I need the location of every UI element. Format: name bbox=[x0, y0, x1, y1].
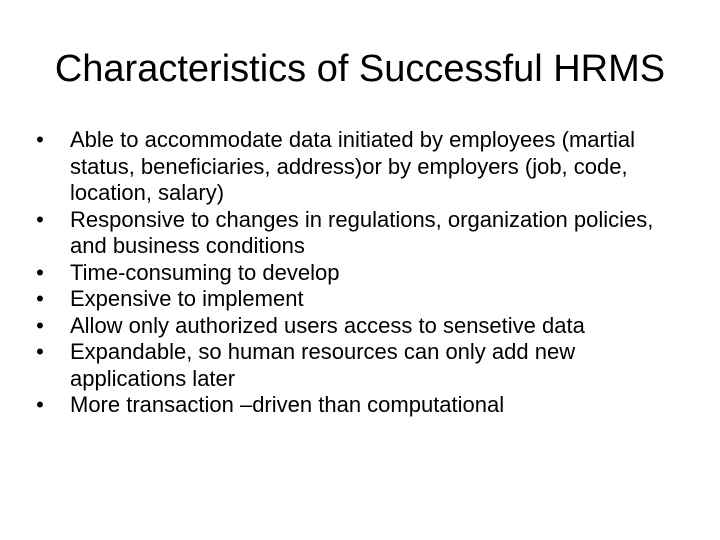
bullet-list bbox=[30, 127, 690, 419]
bullet-icon: • bbox=[36, 312, 44, 338]
bullet-text: Allow only authorized users access to sensetive data bbox=[70, 312, 585, 338]
bullet-icon: • bbox=[36, 259, 44, 285]
bullet-item-expensive bbox=[30, 286, 690, 313]
bullet-text: Time-consuming to develop bbox=[70, 259, 340, 285]
bullet-item-transaction-driven bbox=[30, 392, 690, 419]
bullet-text: Expensive to implement bbox=[70, 286, 304, 311]
bullet-item-authorized-users bbox=[30, 313, 690, 340]
bullet-item-time-consuming bbox=[30, 260, 690, 287]
bullet-item-responsive-to-changes bbox=[30, 207, 690, 260]
slide-title: Characteristics of Successful HRMS bbox=[54, 48, 666, 90]
bullet-text: More transaction –driven than computational bbox=[70, 392, 505, 417]
bullet-text: Responsive to changes in regulations, organization policies, and business conditions bbox=[70, 206, 654, 258]
bullet-item-expandable bbox=[30, 339, 690, 392]
bullet-item-accommodate-data bbox=[30, 127, 690, 207]
bullet-text: Able to accommodate data initiated by employees (martial status, beneficiaries, address)or by employers (job, code, location, salary) bbox=[70, 127, 635, 205]
bullet-icon: • bbox=[36, 392, 44, 417]
bullet-icon: • bbox=[36, 127, 44, 152]
bullet-icon: • bbox=[36, 339, 44, 364]
bullet-text: Expandable, so human resources can only add new applications later bbox=[70, 339, 576, 391]
bullet-icon: • bbox=[36, 286, 44, 311]
bullet-icon: • bbox=[36, 206, 44, 232]
